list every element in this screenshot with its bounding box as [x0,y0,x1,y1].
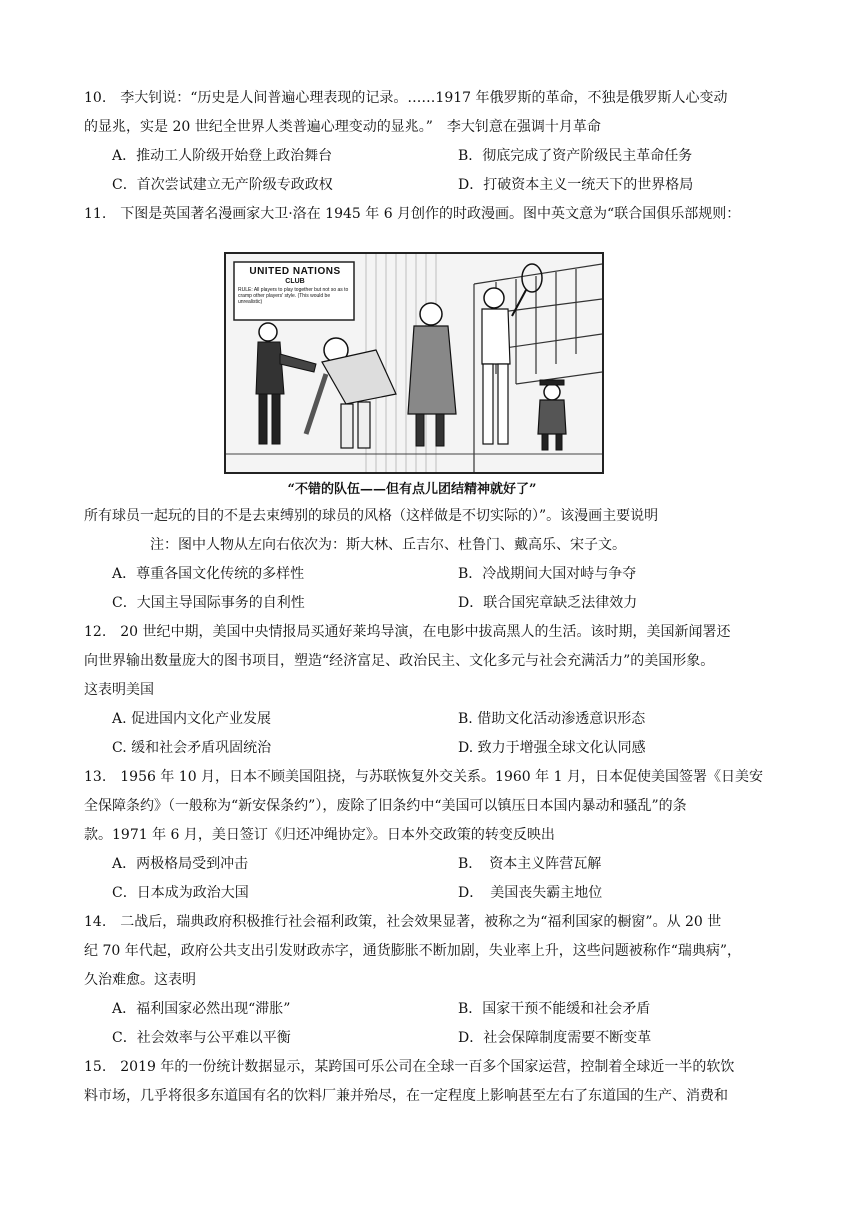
question-12-line-2: 向世界输出数量庞大的图书项目，塑造“经济富足、政治民主、文化多元与社会充满活力”的美国形象。 [84,653,715,669]
question-10-line-1: 10. 李大钊说：“历史是人间普遍心理表现的记录。……1917 年俄罗斯的革命，不独是俄罗斯人心变动 [84,90,728,106]
question-14-option-a[interactable]: A．福利国家必然出现“滞胀” [112,1001,291,1017]
question-12-option-c[interactable]: C. 缓和社会矛盾巩固统治 [112,740,272,756]
question-11-option-d[interactable]: D．联合国宪章缺乏法律效力 [458,595,638,611]
question-13-option-c[interactable]: C．日本成为政治大国 [112,885,249,901]
question-13-option-a[interactable]: A．两极格局受到冲击 [112,856,249,872]
political-cartoon [224,252,604,474]
question-10-option-d[interactable]: D．打破资本主义一统天下的世界格局 [458,177,694,193]
question-14-option-d[interactable]: D．社会保障制度需要不断变革 [458,1030,652,1046]
question-10-option-c[interactable]: C．首次尝试建立无产阶级专政政权 [112,177,333,193]
question-12-line-1: 12. 20 世纪中期，美国中央情报局买通好莱坞导演，在电影中拔高黑人的生活。该时期，美国新闻署还 [84,624,731,640]
question-11-option-b[interactable]: B．冷战期间大国对峙与争夺 [458,566,637,582]
question-14-option-b[interactable]: B．国家干预不能缓和社会矛盾 [458,1001,651,1017]
question-12-line-3: 这表明美国 [84,682,154,698]
cartoon-sign-rules: RULE: All players to play together but not so as to cramp other players' style. (This would be unrealistic) [238,287,349,305]
question-11-line-2: 所有球员一起玩的目的不是去束缚别的球员的风格（这样做是不切实际的）”。该漫画主要说明 [84,508,659,524]
question-13-line-3: 款。1971 年 6 月，美日签订《归还冲绳协定》。日本外交政策的转变反映出 [84,827,555,843]
question-13-option-b[interactable]: B． 资本主义阵营瓦解 [458,856,602,872]
cartoon-note: 注：图中人物从左向右依次为：斯大林、丘吉尔、杜鲁门、戴高乐、宋子文。 [150,537,626,553]
question-14-line-2: 纪 70 年代起，政府公共支出引发财政赤字，通货膨胀不断加剧，失业率上升，这些问题被称作“瑞典病”， [84,943,742,959]
question-12-option-b[interactable]: B. 借助文化活动渗透意识形态 [458,711,646,727]
question-15-line-1: 15. 2019 年的一份统计数据显示，某跨国可乐公司在全球一百多个国家运营，控制着全球近一半的软饮 [84,1059,735,1075]
question-11-option-a[interactable]: A．尊重各国文化传统的多样性 [112,566,305,582]
cartoon-sign-subtitle: CLUB [285,278,305,285]
question-14-line-3: 久治难愈。这表明 [84,972,196,988]
cartoon-caption: “不错的队伍——但有点儿团结精神就好了” [287,482,537,497]
question-15-line-2: 料市场，几乎将很多东道国有名的饮料厂兼并殆尽，在一定程度上影响甚至左右了东道国的生产、消费和 [84,1088,728,1104]
question-13-line-1: 13. 1956 年 10 月，日本不顾美国阻挠，与苏联恢复外交关系。1960 年 1 月，日本促使美国签署《日美安 [84,769,763,785]
question-14-option-c[interactable]: C．社会效率与公平难以平衡 [112,1030,291,1046]
cartoon-sign-title: UNITED NATIONS [249,266,341,277]
question-10-option-a[interactable]: A．推动工人阶级开始登上政治舞台 [112,148,333,164]
question-10-option-b[interactable]: B．彻底完成了资产阶级民主革命任务 [458,148,693,164]
question-13-line-2: 全保障条约》（一般称为“新安保条约”），废除了旧条约中“美国可以镇压日本国内暴动和骚乱”的条 [84,798,687,814]
question-14-line-1: 14. 二战后，瑞典政府积极推行社会福利政策，社会效果显著，被称之为“福利国家的橱窗”。从 20 世 [84,914,722,930]
question-11-line-1: 11. 下图是英国著名漫画家大卫·洛在 1945 年 6 月创作的时政漫画。图中英文意为“联合国俱乐部规则： [84,206,741,222]
question-11-option-c[interactable]: C．大国主导国际事务的自利性 [112,595,305,611]
question-13-option-d[interactable]: D． 美国丧失霸主地位 [458,885,603,901]
question-12-option-a[interactable]: A. 促进国内文化产业发展 [112,711,272,727]
question-10-line-2: 的显兆，实是 20 世纪全世界人类普遍心理变动的显兆。” 李大钊意在强调十月革命 [84,119,601,135]
question-12-option-d[interactable]: D. 致力于增强全球文化认同感 [458,740,646,756]
